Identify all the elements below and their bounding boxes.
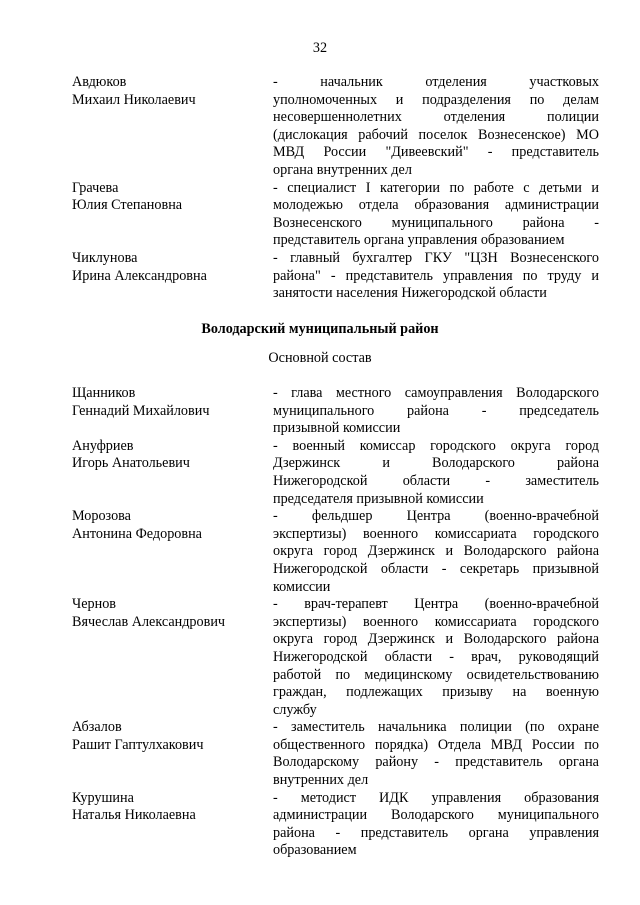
member-given-name: Михаил Николаевич	[72, 91, 196, 108]
member-surname: Морозова	[72, 508, 131, 525]
member-given-name: Антонина Федоровна	[72, 525, 202, 542]
member-position	[273, 719, 599, 789]
member-name	[72, 438, 272, 473]
position-line: - заместитель начальника полиции (по охране	[273, 719, 599, 736]
position-line: органа внутренних дел	[273, 161, 412, 178]
position-line: округа город Дзержинск и Володарского района	[273, 543, 599, 560]
member-entry	[72, 596, 602, 719]
position-line: Нижегородской области - заместитель	[273, 472, 599, 489]
member-surname: Чернов	[72, 596, 116, 613]
member-surname: Курушина	[72, 789, 134, 806]
position-line: - врач-терапевт Центра (военно-врачебной	[273, 596, 599, 613]
position-line: - методист ИДК управления образования	[273, 789, 599, 806]
position-line: экспертизы) военного комиссариата городского	[273, 525, 599, 542]
member-entry	[72, 74, 602, 180]
member-entry	[72, 385, 602, 438]
section-title: Володарский муниципальный район	[201, 321, 439, 337]
member-entry	[72, 719, 602, 789]
member-surname: Абзалов	[72, 719, 122, 736]
position-line: призывной комиссии	[273, 420, 401, 437]
position-line: общественного порядка) Отдела МВД России по	[273, 736, 599, 753]
position-line: экспертизы) военного комиссариата городского	[273, 613, 599, 630]
position-line: граждан, подлежащих призыву на военную	[273, 684, 599, 701]
member-surname: Чиклунова	[72, 249, 138, 266]
position-line: занятости населения Нижегородской области	[273, 285, 547, 302]
member-position	[273, 250, 599, 303]
member-position	[273, 790, 599, 860]
member-name	[72, 508, 272, 543]
position-line: несовершеннолетних отделения полиции	[273, 109, 599, 126]
position-line: внутренних дел	[273, 772, 369, 789]
member-given-name: Рашит Гаптулхакович	[72, 736, 204, 753]
member-name	[72, 180, 272, 215]
position-line: молодежью отдела образования администрации	[273, 197, 599, 214]
position-line: работой по медицинскому освидетельствованию	[273, 666, 599, 683]
position-line: администрации Володарского муниципального	[273, 807, 599, 824]
member-name	[72, 385, 272, 420]
position-line: Вознесенского муниципального района -	[273, 214, 599, 231]
member-surname: Щанников	[72, 385, 136, 401]
position-line: представитель органа управления образованием	[273, 232, 565, 249]
page-number: 32	[312, 40, 328, 56]
position-line: (дислокация рабочий поселок Вознесенское) МО	[273, 126, 599, 143]
member-surname: Авдюков	[72, 74, 127, 90]
member-entry	[72, 180, 602, 250]
member-name	[72, 596, 272, 631]
subsection-title: Основной состав	[268, 350, 372, 366]
member-name	[72, 790, 272, 825]
member-name	[72, 74, 272, 109]
position-line: Володарскому району - представитель органа	[273, 754, 599, 771]
position-line: района" - представитель управления по труду и	[273, 267, 599, 284]
position-line: председателя призывной комиссии	[273, 490, 484, 507]
position-line: - глава местного самоуправления Володарского	[273, 385, 599, 401]
member-given-name: Наталья Николаевна	[72, 807, 196, 824]
member-given-name: Вячеслав Александрович	[72, 613, 226, 630]
position-line: комиссии	[273, 578, 331, 595]
member-position	[273, 74, 599, 180]
member-position	[273, 385, 599, 438]
position-line: - военный комиссар городского округа город	[273, 437, 599, 454]
position-line: уполномоченных и подразделения по делам	[273, 91, 599, 108]
commission-list-volodarsky	[72, 385, 602, 860]
member-entry	[72, 250, 602, 303]
position-line: Нижегородской области - врач, руководящий	[273, 648, 599, 665]
member-position	[273, 438, 599, 508]
position-line: МВД России "Дивеевский" - представитель	[273, 144, 599, 161]
member-name	[72, 719, 272, 754]
commission-list-vozn	[72, 74, 602, 303]
position-line: - фельдшер Центра (военно-врачебной	[273, 508, 599, 525]
position-line: образованием	[273, 842, 357, 859]
member-surname: Ануфриев	[72, 437, 134, 454]
member-entry	[72, 508, 602, 596]
position-line: - начальник отделения участковых	[273, 74, 599, 90]
member-given-name: Ирина Александровна	[72, 267, 207, 284]
member-surname: Грачева	[72, 179, 119, 196]
position-line: - специалист I категории по работе с детьми и	[273, 179, 599, 196]
position-line: района - представитель органа управления	[273, 824, 599, 841]
member-entry	[72, 790, 602, 860]
position-line: - главный бухгалтер ГКУ "ЦЗН Вознесенского	[273, 249, 599, 266]
member-position	[273, 180, 599, 250]
member-name	[72, 250, 272, 285]
member-given-name: Юлия Степановна	[72, 197, 183, 214]
position-line: службу	[273, 701, 317, 718]
member-position	[273, 596, 599, 719]
member-position	[273, 508, 599, 596]
member-entry	[72, 438, 602, 508]
position-line: Дзержинск и Володарского района	[273, 455, 599, 472]
position-line: Нижегородской области - секретарь призывной	[273, 560, 599, 577]
position-line: муниципального района - председатель	[273, 402, 599, 419]
position-line: округа город Дзержинск и Володарского района	[273, 631, 599, 648]
member-given-name: Игорь Анатольевич	[72, 455, 190, 472]
member-given-name: Геннадий Михайлович	[72, 402, 210, 419]
